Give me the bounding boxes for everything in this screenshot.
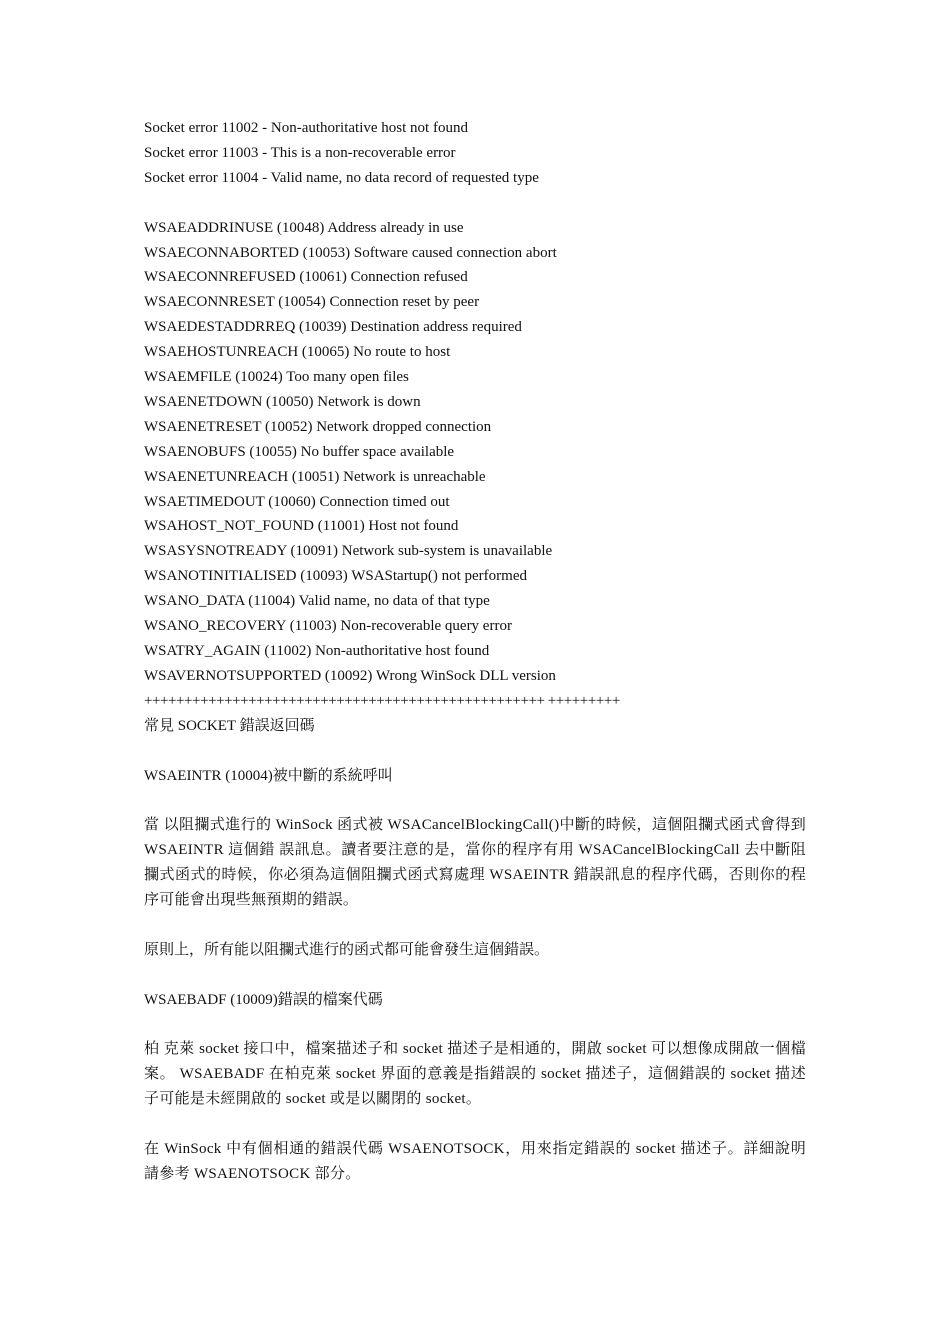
wsaeintr-note: 原則上，所有能以阻攔式進行的函式都可能會發生這個錯誤。: [144, 941, 550, 958]
wsaebadf-paragraph: 柏 克萊 socket 接口中，檔案描述子和 socket 描述子是相通的，開啟 socket 可以想像成開啟一個檔案。 WSAEBADF 在柏克萊 socket 界面的意義是指錯誤的 socket 描述子，這個錯誤的 socket 描述子可能是未經開啟的 socket 或是以關閉的 socket。: [144, 1041, 806, 1108]
wsa-error-line: WSAVERNOTSUPPORTED (10092) Wrong WinSock DLL version: [144, 667, 556, 684]
wsa-error-line: WSAENETDOWN (10050) Network is down: [144, 393, 421, 410]
blank-line: [144, 963, 806, 988]
wsaebadf-reference-paragraph: 在 WinSock 中有個相通的錯誤代碼 WSAENOTSOCK，用來指定錯誤的 socket 描述子。詳細說明請參考 WSAENOTSOCK 部分。: [144, 1141, 806, 1182]
wsa-error-line: WSANO_DATA (11004) Valid name, no data of that type: [144, 593, 490, 610]
blank-line: [144, 739, 806, 764]
wsa-error-line: WSATRY_AGAIN (11002) Non-authoritative host found: [144, 643, 490, 660]
wsa-error-line: WSAENETUNREACH (10051) Network is unreachable: [144, 468, 486, 485]
separator-line: ++++++++++++++++++++++++++++++++++++++++++++++++++ +++++++++: [144, 692, 620, 709]
wsa-error-line: WSAEADDRINUSE (10048) Address already in use: [144, 219, 464, 236]
blank-line: [144, 1112, 806, 1137]
socket-error-line: Socket error 11004 - Valid name, no data record of requested type: [144, 169, 539, 186]
wsa-error-line: WSANOTINITIALISED (10093) WSAStartup() not performed: [144, 568, 527, 585]
socket-error-line: Socket error 11002 - Non-authoritative host not found: [144, 120, 468, 136]
wsa-error-line: WSAECONNABORTED (10053) Software caused connection abort: [144, 244, 557, 261]
blank-line: [144, 788, 806, 813]
wsa-error-line: WSAETIMEDOUT (10060) Connection timed out: [144, 493, 450, 510]
section-title: 常見 SOCKET 錯誤返回碼: [144, 717, 315, 734]
wsa-error-line: WSANO_RECOVERY (11003) Non-recoverable query error: [144, 618, 512, 635]
wsaebadf-heading: WSAEBADF (10009)錯誤的檔案代碼: [144, 991, 383, 1008]
wsa-error-line: WSAEDESTADDRREQ (10039) Destination address required: [144, 319, 522, 336]
wsa-error-line: WSAECONNREFUSED (10061) Connection refused: [144, 269, 468, 286]
wsa-error-line: WSAECONNRESET (10054) Connection reset by peer: [144, 294, 480, 311]
blank-line: [144, 913, 806, 938]
wsa-error-line: WSAHOST_NOT_FOUND (11001) Host not found: [144, 518, 459, 535]
wsa-error-line: WSAEHOSTUNREACH (10065) No route to host: [144, 344, 451, 361]
socket-error-line: Socket error 11003 - This is a non-recoverable error: [144, 144, 456, 161]
socket-error-list: [144, 116, 806, 191]
blank-line: [144, 1013, 806, 1038]
wsa-error-line: WSASYSNOTREADY (10091) Network sub-system is unavailable: [144, 543, 553, 560]
wsa-error-list: [144, 216, 806, 689]
wsaeintr-heading: WSAEINTR (10004)被中斷的系統呼叫: [144, 767, 393, 784]
wsaeintr-paragraph: 當 以阻攔式進行的 WinSock 函式被 WSACancelBlockingCall()中斷的時候，這個阻攔式函式會得到 WSAEINTR 這個錯 誤訊息。讀者要注意的是，當你的程序有用 WSACancelBlockingCall 去中斷阻攔式函式的時候，你必須為這個阻攔式函式寫處理 WSAEINTR 錯誤訊息的程序代碼，否則你的程序可能會出現些無預期的錯誤。: [144, 817, 806, 909]
document-page: [144, 116, 806, 1187]
wsa-error-line: WSAEMFILE (10024) Too many open files: [144, 369, 409, 386]
blank-line: [144, 191, 806, 216]
wsa-error-line: WSAENETRESET (10052) Network dropped connection: [144, 418, 492, 435]
wsa-error-line: WSAENOBUFS (10055) No buffer space available: [144, 443, 455, 460]
